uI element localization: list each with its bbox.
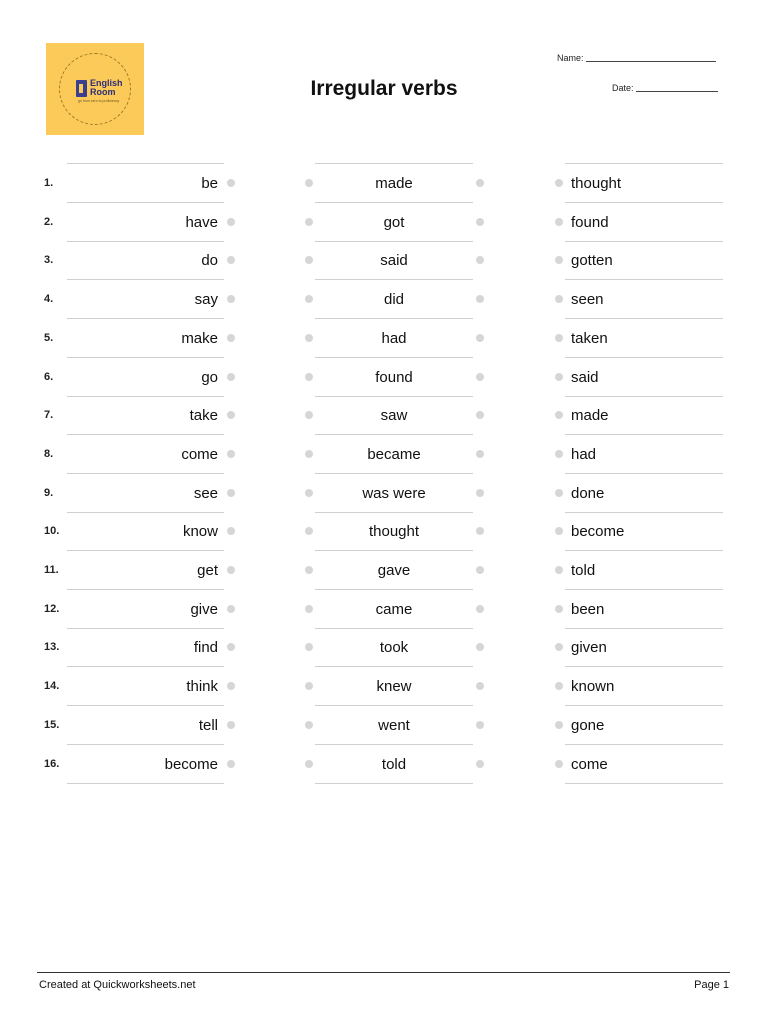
- base-verb: give: [190, 600, 218, 618]
- match-dot[interactable]: [305, 179, 313, 187]
- match-dot[interactable]: [305, 411, 313, 419]
- match-dot[interactable]: [305, 450, 313, 458]
- row-rule: [565, 666, 723, 667]
- participle-form: taken: [571, 329, 608, 347]
- match-dot[interactable]: [305, 218, 313, 226]
- match-dot[interactable]: [555, 218, 563, 226]
- row-number: 9.: [44, 486, 54, 499]
- match-dot[interactable]: [227, 295, 235, 303]
- match-dot[interactable]: [305, 760, 313, 768]
- row-rule: [315, 202, 473, 203]
- participle-form: told: [571, 562, 596, 579]
- participle-form: found: [571, 213, 609, 231]
- match-dot[interactable]: [227, 489, 235, 497]
- match-dot[interactable]: [305, 566, 313, 574]
- column-top-rule: [67, 163, 224, 164]
- match-dot[interactable]: [305, 643, 313, 651]
- row-rule: [315, 628, 473, 629]
- match-dot[interactable]: [555, 489, 563, 497]
- participle-form: given: [571, 639, 607, 657]
- row-rule: [565, 550, 723, 551]
- past-form: went: [378, 716, 410, 734]
- match-dot[interactable]: [476, 411, 484, 419]
- row-rule: [67, 783, 224, 784]
- match-dot[interactable]: [476, 643, 484, 651]
- match-dot[interactable]: [476, 450, 484, 458]
- participle-form: thought: [571, 175, 622, 192]
- base-verb: find: [193, 639, 218, 657]
- match-dot[interactable]: [227, 334, 235, 342]
- row-rule: [565, 473, 723, 474]
- past-form: became: [367, 445, 421, 463]
- name-line[interactable]: [586, 61, 716, 62]
- match-dot[interactable]: [476, 605, 484, 613]
- row-number: 3.: [44, 254, 54, 267]
- base-verb: become: [164, 755, 218, 773]
- page-title: Irregular verbs: [310, 77, 458, 100]
- row-rule: [67, 744, 224, 745]
- row-rule: [315, 241, 473, 242]
- participle-form: come: [571, 755, 608, 773]
- match-dot[interactable]: [476, 527, 484, 535]
- match-dot[interactable]: [476, 218, 484, 226]
- logo-tagline: go from zero to proficiency: [78, 99, 120, 103]
- row-rule: [565, 318, 723, 319]
- base-verb: be: [201, 175, 218, 192]
- match-dot[interactable]: [555, 334, 563, 342]
- participle-form: done: [571, 484, 605, 502]
- base-verb: see: [193, 484, 218, 502]
- match-dot[interactable]: [476, 179, 484, 187]
- match-dot[interactable]: [476, 489, 484, 497]
- row-rule: [565, 357, 723, 358]
- row-rule: [315, 512, 473, 513]
- date-label: Date:: [612, 83, 634, 93]
- date-line[interactable]: [636, 91, 718, 92]
- match-dot[interactable]: [305, 373, 313, 381]
- row-number: 7.: [44, 409, 54, 422]
- base-verb: come: [181, 445, 218, 463]
- past-form: saw: [380, 407, 408, 425]
- match-dot[interactable]: [555, 527, 563, 535]
- match-dot[interactable]: [305, 527, 313, 535]
- participle-form: made: [571, 407, 609, 425]
- row-rule: [67, 473, 224, 474]
- past-form: came: [375, 600, 413, 618]
- row-number: 12.: [44, 602, 60, 615]
- row-rule: [67, 396, 224, 397]
- name-field[interactable]: [557, 53, 716, 63]
- row-rule: [565, 396, 723, 397]
- row-rule: [67, 589, 224, 590]
- match-dot[interactable]: [227, 760, 235, 768]
- row-number: 11.: [44, 564, 59, 576]
- base-verb: have: [185, 213, 218, 231]
- row-rule: [67, 512, 224, 513]
- base-verb: take: [189, 407, 218, 425]
- match-dot[interactable]: [227, 450, 235, 458]
- row-rule: [315, 396, 473, 397]
- match-dot[interactable]: [305, 256, 313, 264]
- past-form: took: [379, 639, 409, 657]
- row-rule: [565, 279, 723, 280]
- row-rule: [315, 473, 473, 474]
- base-verb: do: [201, 252, 218, 270]
- match-dot[interactable]: [476, 566, 484, 574]
- row-rule: [67, 628, 224, 629]
- past-form: gave: [377, 562, 411, 579]
- row-rule: [67, 550, 224, 551]
- past-form: said: [380, 252, 408, 270]
- row-rule: [315, 705, 473, 706]
- participle-form: gotten: [571, 252, 613, 270]
- match-dot[interactable]: [555, 373, 563, 381]
- row-rule: [315, 783, 473, 784]
- name-label: Name:: [557, 53, 584, 63]
- row-rule: [565, 705, 723, 706]
- match-dot[interactable]: [227, 411, 235, 419]
- past-form: knew: [376, 678, 412, 696]
- column-top-rule: [565, 163, 723, 164]
- match-dot[interactable]: [305, 721, 313, 729]
- row-rule: [67, 318, 224, 319]
- match-dot[interactable]: [227, 527, 235, 535]
- match-dot[interactable]: [555, 179, 563, 187]
- footer-credit: Created at Quickworksheets.net: [39, 979, 196, 991]
- match-dot[interactable]: [476, 721, 484, 729]
- past-form: thought: [368, 523, 420, 541]
- match-dot[interactable]: [555, 295, 563, 303]
- row-number: 10.: [44, 525, 60, 538]
- base-verb: tell: [198, 716, 218, 734]
- row-rule: [67, 434, 224, 435]
- base-verb: go: [201, 368, 218, 386]
- match-dot[interactable]: [227, 682, 235, 690]
- match-dot[interactable]: [476, 256, 484, 264]
- row-number: 5.: [44, 331, 54, 344]
- row-rule: [315, 589, 473, 590]
- participle-form: said: [571, 368, 599, 386]
- column-top-rule: [315, 163, 473, 164]
- match-dot[interactable]: [555, 682, 563, 690]
- row-rule: [565, 744, 723, 745]
- match-dot[interactable]: [227, 179, 235, 187]
- row-rule: [315, 744, 473, 745]
- past-form: had: [381, 329, 407, 347]
- row-rule: [565, 241, 723, 242]
- match-dot[interactable]: [555, 643, 563, 651]
- row-number: 6.: [44, 370, 54, 383]
- match-dot[interactable]: [555, 605, 563, 613]
- match-dot[interactable]: [305, 489, 313, 497]
- match-dot[interactable]: [555, 566, 563, 574]
- match-dot[interactable]: [476, 760, 484, 768]
- past-form: was were: [362, 484, 426, 502]
- row-rule: [67, 357, 224, 358]
- row-rule: [67, 202, 224, 203]
- logo-brand-line2: Room: [90, 87, 116, 97]
- row-rule: [67, 705, 224, 706]
- row-rule: [67, 666, 224, 667]
- row-rule: [315, 550, 473, 551]
- row-rule: [565, 628, 723, 629]
- match-dot[interactable]: [305, 605, 313, 613]
- base-verb: make: [181, 329, 218, 347]
- row-number: 16.: [44, 757, 60, 770]
- row-rule: [565, 512, 723, 513]
- base-verb: say: [194, 291, 218, 309]
- row-number: 13.: [44, 641, 60, 654]
- participle-form: been: [571, 600, 605, 618]
- footer-divider: [37, 972, 730, 973]
- match-dot[interactable]: [227, 643, 235, 651]
- match-dot[interactable]: [305, 682, 313, 690]
- match-dot[interactable]: [227, 256, 235, 264]
- row-rule: [565, 202, 723, 203]
- logo-brand-line1: English: [90, 78, 123, 88]
- row-rule: [67, 241, 224, 242]
- base-verb: know: [182, 523, 218, 541]
- past-form: found: [375, 368, 413, 386]
- row-rule: [315, 318, 473, 319]
- base-verb: get: [197, 562, 218, 579]
- match-dot[interactable]: [555, 721, 563, 729]
- row-rule: [565, 589, 723, 590]
- participle-form: known: [571, 678, 615, 696]
- participle-form: seen: [571, 291, 604, 309]
- row-rule: [315, 279, 473, 280]
- row-number: 8.: [44, 447, 54, 460]
- past-form: told: [381, 755, 407, 773]
- match-dot[interactable]: [476, 334, 484, 342]
- row-rule: [565, 434, 723, 435]
- past-form: got: [383, 213, 405, 231]
- row-number: 4.: [44, 293, 54, 306]
- past-form: made: [375, 175, 413, 192]
- row-rule: [315, 666, 473, 667]
- participle-form: gone: [571, 716, 605, 734]
- row-rule: [67, 279, 224, 280]
- row-number: 1.: [44, 177, 54, 189]
- match-dot[interactable]: [476, 295, 484, 303]
- match-dot[interactable]: [227, 605, 235, 613]
- match-dot[interactable]: [555, 411, 563, 419]
- base-verb: think: [186, 678, 218, 696]
- match-dot[interactable]: [555, 760, 563, 768]
- match-dot[interactable]: [476, 373, 484, 381]
- past-form: did: [383, 291, 405, 309]
- row-rule: [565, 783, 723, 784]
- match-dot[interactable]: [227, 721, 235, 729]
- row-rule: [315, 357, 473, 358]
- match-dot[interactable]: [227, 218, 235, 226]
- row-number: 2.: [44, 215, 54, 228]
- match-dot[interactable]: [555, 256, 563, 264]
- match-dot[interactable]: [476, 682, 484, 690]
- match-dot[interactable]: [227, 566, 235, 574]
- match-dot[interactable]: [555, 450, 563, 458]
- match-dot[interactable]: [227, 373, 235, 381]
- match-dot[interactable]: [305, 334, 313, 342]
- match-dot[interactable]: [305, 295, 313, 303]
- participle-form: become: [571, 523, 625, 541]
- participle-form: had: [571, 445, 597, 463]
- date-field[interactable]: [612, 83, 718, 93]
- row-number: 15.: [44, 718, 60, 731]
- row-number: 14.: [44, 680, 60, 693]
- page-number: Page 1: [694, 979, 729, 991]
- row-rule: [315, 434, 473, 435]
